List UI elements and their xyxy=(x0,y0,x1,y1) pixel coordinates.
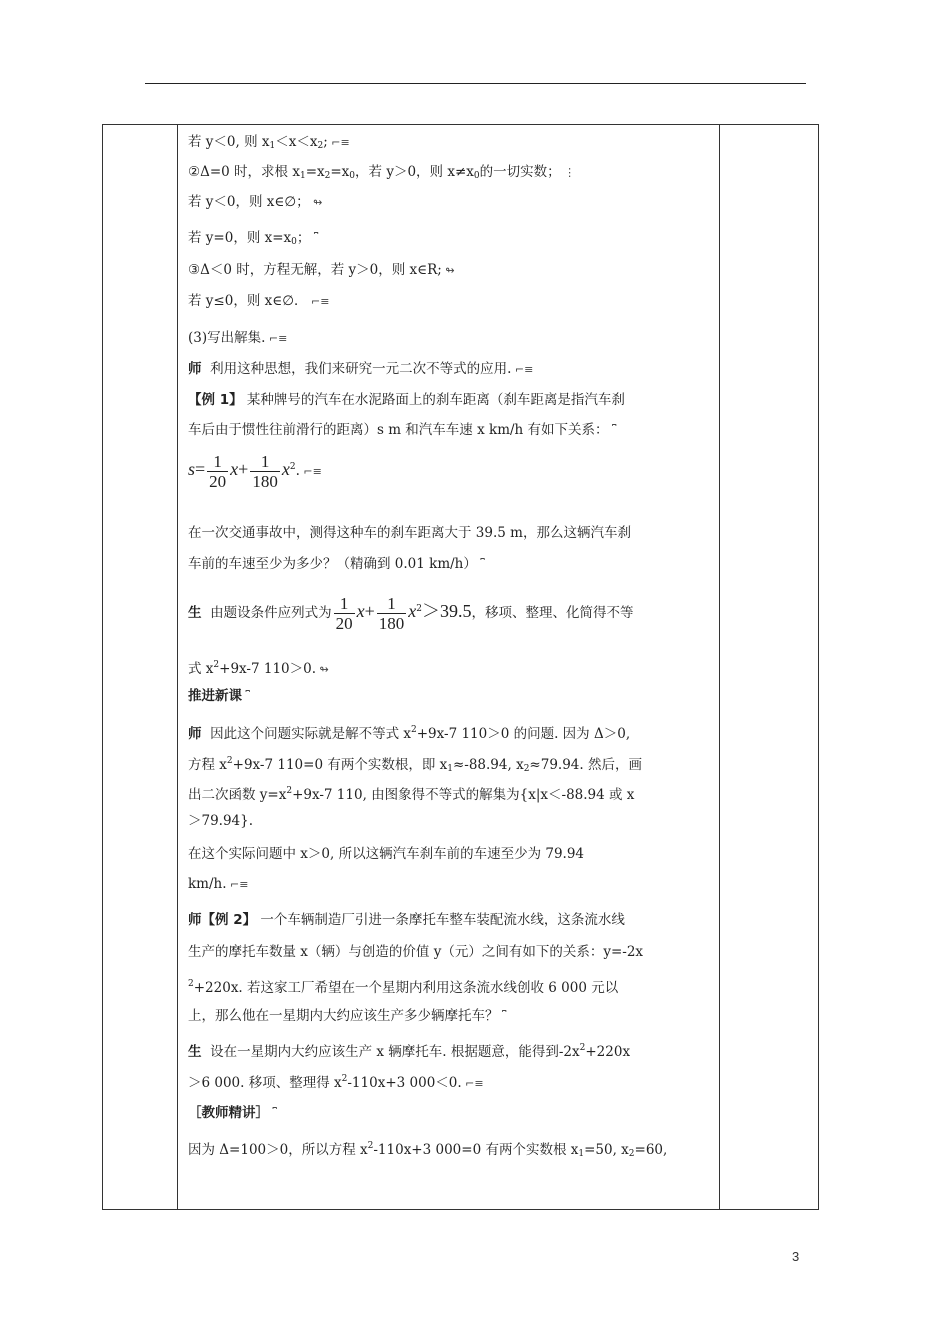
paragraph-mark-icon: ⎴ xyxy=(310,232,319,245)
line-18: 方程 $x^2+9x-7$ 110=0 有两个实数根，即 $x_1\approx-88.94$, $x_2\approx 79.94$. 然后，画 xyxy=(188,756,642,774)
line-30: 因为 Δ=100＞0，所以方程 $x^2-110x+3$ 000=0 有两个实数根 $x_1=50$, $x_2=60$, xyxy=(188,1141,668,1159)
line-10: 车后由于惯性往前滑行的距离）s m 和汽车车速 x km/h 有如下关系： ⎴ xyxy=(188,422,617,438)
line-29: ［教师精讲］ ⎴ xyxy=(188,1105,277,1121)
line-13: 车前的车速至少为多少？（精确到 0.01 km/h） ⎴ xyxy=(188,556,485,572)
line-7: (3)写出解集. ⌐≡ xyxy=(188,330,288,346)
formula-braking-distance: s= $\frac{1}{20}$ x+ $\frac{1}{180}$ $x^2$. ⌐≡ xyxy=(188,452,322,491)
line-23: 师【例 2】 一个车辆制造厂引进一条摩托车整车装配流水线，这条流水线 xyxy=(188,912,625,928)
paragraph-mark-icon: ↬ xyxy=(309,196,323,209)
paragraph-mark-icon: ⌐≡ xyxy=(265,332,288,345)
paragraph-mark-icon: ↬ xyxy=(316,663,329,676)
paragraph-mark-icon: ⌐≡ xyxy=(226,878,249,891)
line-4: 若 y=0，则 $x=x_0$； ⎴ xyxy=(188,230,319,247)
header-rule xyxy=(145,83,806,84)
column-divider-left xyxy=(177,124,178,1210)
line-28: ＞6 000. 移项、整理得 $x^2-110x+3$ 000＜0. ⌐≡ xyxy=(188,1074,484,1091)
paragraph-mark-icon: ⎴ xyxy=(476,558,485,571)
line-9: 【例 1】 某种牌号的汽车在水泥路面上的刹车距离（刹车距离是指汽车刹 xyxy=(188,392,625,408)
line-21: 在这个实际问题中 x＞0, 所以这辆汽车刹车前的车速至少为 79.94 xyxy=(188,846,585,862)
paragraph-mark-icon: ⌐≡ xyxy=(327,136,350,149)
paragraph-mark-icon: ⎴ xyxy=(608,424,617,437)
line-24: 生产的摩托车数量 x（辆）与创造的价值 y（元）之间有如下的关系：y=-2x xyxy=(188,944,644,960)
line-2: ②Δ=0 时，求根 $x_1=x_2=x_0$，若 y＞0，则 $x\ne x_0$的一切实数； ⋮ xyxy=(188,164,576,181)
line-26: 上，那么他在一星期内大约应该生产多少辆摩托车？ ⎴ xyxy=(188,1008,507,1024)
line-8: 师 利用这种思想，我们来研究一元二次不等式的应用. ⌐≡ xyxy=(188,361,534,377)
paragraph-mark-icon: ⎴ xyxy=(269,1107,277,1120)
line-19: 出二次函数 $y=x^2+9x-7$ 110, 由图象得不等式的解集为{x|x＜-88.94 或 x xyxy=(188,786,635,803)
paragraph-mark-icon: ⋮ xyxy=(560,166,576,179)
line-3: 若 y＜0，则 x∈∅； ↬ xyxy=(188,194,323,210)
paragraph-mark-icon: ⌐≡ xyxy=(461,1077,484,1090)
column-divider-right xyxy=(719,124,720,1210)
line-25: $^2$+220x. 若这家工厂希望在一个星期内利用这条流水线创收 6 000 元以 xyxy=(188,979,619,996)
paragraph-mark-icon: ⎴ xyxy=(242,690,250,703)
paragraph-mark-icon: ↬ xyxy=(441,264,455,277)
line-14: 生 由题设条件应列式为 $\frac{1}{20}$ x+ $\frac{1}{180}$ $x^2>39.5$，移项、整理、化简得不等 xyxy=(188,594,634,633)
paragraph-mark-icon: ⌐≡ xyxy=(299,465,322,478)
line-5: ③Δ＜0 时，方程无解，若 y＞0，则 x∈R; ↬ xyxy=(188,262,455,278)
line-20: ＞79.94}. xyxy=(188,813,254,829)
line-1: 若 y＜0, 则 $x_1<x<x_2$; ⌐≡ xyxy=(188,134,350,151)
line-17: 师 因此这个问题实际就是解不等式 $x^2+9x-7$ 110＞0 的问题. 因为 Δ＞0, xyxy=(188,725,631,742)
line-27: 生 设在一星期内大约应该生产 x 辆摩托车. 根据题意，能得到$-2x^2+220x$ xyxy=(188,1043,631,1060)
paragraph-mark-icon: ⌐≡ xyxy=(511,363,534,376)
paragraph-mark-icon: ⌐≡ xyxy=(307,295,330,308)
line-12: 在一次交通事故中，测得这种车的刹车距离大于 39.5 m，那么这辆汽车刹 xyxy=(188,525,631,541)
page-number: 3 xyxy=(792,1249,800,1264)
line-15: 式 $x^2+9x-7$ 110＞0. ↬ xyxy=(188,660,329,677)
paragraph-mark-icon: ⎴ xyxy=(498,1010,507,1023)
line-6: 若 y≤0，则 x∈∅． ⌐≡ xyxy=(188,293,330,309)
line-16: 推进新课 ⎴ xyxy=(188,688,250,704)
line-22: km/h. ⌐≡ xyxy=(188,876,249,892)
